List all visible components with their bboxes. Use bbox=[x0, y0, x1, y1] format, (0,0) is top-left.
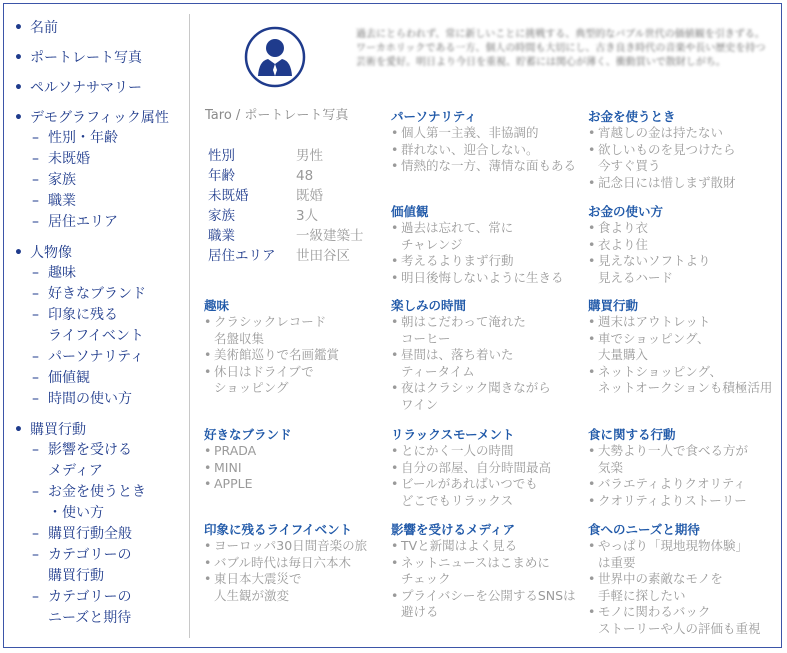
outline-subsection: – 性別・年齢 bbox=[30, 128, 186, 149]
demographics-table bbox=[208, 146, 364, 266]
section-item: • 朝はこだわって淹れた コーヒー bbox=[391, 314, 581, 347]
demographic-value: 48 bbox=[296, 168, 314, 184]
section-spending-time bbox=[588, 108, 778, 191]
section-item: • 夜はクラシック聞きながら ワイン bbox=[391, 380, 581, 413]
section-title: 趣味 bbox=[204, 298, 230, 313]
section-title: 好きなブランド bbox=[204, 427, 292, 442]
outline-subsection: – カテゴリーの ニーズと期待 bbox=[30, 587, 186, 629]
section-item: • 群れない、迎合しない。 bbox=[391, 142, 581, 159]
demographic-value: 既婚 bbox=[296, 188, 323, 204]
section-food-needs bbox=[588, 521, 778, 637]
section-item: • 情熱的な一方、薄情な面もある bbox=[391, 158, 581, 175]
section-item: • やっぱり「現地現物体験」 は重要 bbox=[588, 538, 778, 571]
section-item: • 休日はドライブで ショッピング bbox=[204, 364, 394, 397]
demographic-row bbox=[208, 206, 364, 226]
section-item: • APPLE bbox=[204, 476, 394, 493]
section-life-events bbox=[204, 521, 394, 604]
section-spending-style bbox=[588, 203, 778, 286]
section-title: 影響を受けるメディア bbox=[391, 522, 516, 537]
demographic-key: 居住エリア bbox=[208, 248, 276, 264]
section-item: • クオリティよりストーリー bbox=[588, 493, 778, 510]
outline-section bbox=[14, 420, 186, 629]
outline-subsection: – 時間の使い方 bbox=[30, 389, 186, 410]
section-item: • 考えるよりまず行動 bbox=[391, 253, 581, 270]
outline-subsection-list bbox=[30, 440, 186, 629]
demographic-row bbox=[208, 166, 364, 186]
section-values bbox=[391, 203, 581, 286]
section-item: • 世界中の素敵なモノを 手軽に探したい bbox=[588, 571, 778, 604]
section-item: • MINI bbox=[204, 460, 394, 477]
portrait-caption: Taro / ポートレート写真 bbox=[205, 108, 349, 123]
section-item: • 大勢より一人で食べる方が 気楽 bbox=[588, 443, 778, 476]
outline-section-label: ポートレート写真 bbox=[30, 50, 142, 66]
section-title: 食に関する行動 bbox=[588, 427, 676, 442]
outline-subsection: – 印象に残る ライフイベント bbox=[30, 305, 186, 347]
section-item: • 週末はアウトレット bbox=[588, 314, 778, 331]
section-item: • 昼間は、落ち着いた ティータイム bbox=[391, 347, 581, 380]
section-title: パーソナリティ bbox=[391, 109, 477, 124]
section-title: お金の使い方 bbox=[588, 204, 664, 219]
section-title: 楽しみの時間 bbox=[391, 298, 467, 313]
section-item: • 東日本大震災で 人生観が激変 bbox=[204, 571, 394, 604]
outline-section-label: ペルソナサマリー bbox=[30, 80, 142, 96]
section-item: • モノに関わるバック ストーリーや人の評価も重視 bbox=[588, 604, 778, 637]
demographic-row bbox=[208, 226, 364, 246]
demographic-value: 男性 bbox=[296, 148, 323, 164]
outline-subsection: – 職業 bbox=[30, 191, 186, 212]
section-item: • とにかく一人の時間 bbox=[391, 443, 581, 460]
section-leisure bbox=[391, 297, 581, 413]
section-item: • クラシックレコード 名盤収集 bbox=[204, 314, 394, 347]
section-purchase bbox=[588, 297, 778, 397]
section-item: • 宵越しの金は持たない bbox=[588, 125, 778, 142]
section-item: • 見えないソフトより 見えるハード bbox=[588, 253, 778, 286]
outline-subsection: – カテゴリーの 購買行動 bbox=[30, 545, 186, 587]
outline-subsection: – 家族 bbox=[30, 170, 186, 191]
section-item: • ヨーロッパ30日間音楽の旅 bbox=[204, 538, 394, 555]
outline-section bbox=[14, 78, 186, 98]
outline-subsection: – 影響を受ける メディア bbox=[30, 440, 186, 482]
outline-subsection: – お金を使うとき ・使い方 bbox=[30, 482, 186, 524]
section-title: 印象に残るライフイベント bbox=[204, 522, 353, 537]
section-item: • 欲しいものを見つけたら 今すぐ買う bbox=[588, 142, 778, 175]
section-item: • 個人第一主義、非協調的 bbox=[391, 125, 581, 142]
section-food-behavior bbox=[588, 426, 778, 509]
demographic-value: 3人 bbox=[296, 208, 319, 224]
demographic-key: 家族 bbox=[208, 208, 235, 224]
section-title: 食へのニーズと期待 bbox=[588, 522, 700, 537]
outline-subsection: – 好きなブランド bbox=[30, 284, 186, 305]
outline-section-label: 購買行動 bbox=[30, 422, 86, 438]
outline-subsection: – 価値観 bbox=[30, 368, 186, 389]
outline-subsection-list bbox=[30, 128, 186, 233]
column-divider bbox=[189, 14, 190, 638]
section-item: • 記念日には惜しまず散財 bbox=[588, 175, 778, 192]
demographic-key: 性別 bbox=[208, 148, 235, 164]
demographic-key: 職業 bbox=[208, 228, 235, 244]
section-item: • バラエティよりクオリティ bbox=[588, 476, 778, 493]
section-item: • ネットショッピング、 ネットオークションも積極活用 bbox=[588, 364, 778, 397]
outline-subsection: – 未既婚 bbox=[30, 149, 186, 170]
outline-subsection: – 購買行動全般 bbox=[30, 524, 186, 545]
outline-section bbox=[14, 108, 186, 233]
demographic-key: 未既婚 bbox=[208, 188, 249, 204]
section-item: • 明日後悔しないように生きる bbox=[391, 270, 581, 287]
section-title: 購買行動 bbox=[588, 298, 639, 313]
demographic-row bbox=[208, 146, 364, 166]
section-item: • 美術館巡りで名画鑑賞 bbox=[204, 347, 394, 364]
demographic-key: 年齢 bbox=[208, 168, 235, 184]
section-item: • 車でショッピング、 大量購入 bbox=[588, 331, 778, 364]
outline-subsection-list bbox=[30, 263, 186, 410]
outline-subsection: – 居住エリア bbox=[30, 212, 186, 233]
outline-section bbox=[14, 48, 186, 68]
demographic-row bbox=[208, 186, 364, 206]
section-media bbox=[391, 521, 581, 621]
section-item: • 自分の部屋、自分時間最高 bbox=[391, 460, 581, 477]
outline-section bbox=[14, 18, 186, 38]
demographic-value: 一級建築士 bbox=[296, 228, 364, 244]
outline-section-label: 名前 bbox=[30, 20, 58, 36]
section-title: リラックスモーメント bbox=[391, 427, 515, 442]
section-item: • 衣より住 bbox=[588, 237, 778, 254]
section-item: • TVと新聞はよく見る bbox=[391, 538, 581, 555]
section-hobby bbox=[204, 297, 394, 397]
section-item: • プライバシーを公開するSNSは 避ける bbox=[391, 588, 581, 621]
person-icon bbox=[244, 26, 306, 88]
section-title: 価値観 bbox=[391, 204, 429, 219]
section-item: • ネットニュースはこまめに チェック bbox=[391, 555, 581, 588]
section-item: • 食より衣 bbox=[588, 220, 778, 237]
section-item: • PRADA bbox=[204, 443, 394, 460]
section-item: • バブル時代は毎日六本木 bbox=[204, 555, 394, 572]
persona-summary: 過去にとらわれず、常に新しいことに挑戦する、典型的なバブル世代の価値観を引きずる。ワーカホリックである一方、個人の時間も大切にし、古き良き時代の音楽や長い歴史を持つ芸術を愛好。明日より今日を重視、貯蓄には関心が薄く、衝動買いで散財しがち。 bbox=[356, 29, 766, 68]
demographic-row bbox=[208, 246, 364, 266]
section-item: • ビールがあればいつでも どこでもリラックス bbox=[391, 476, 581, 509]
section-relax bbox=[391, 426, 581, 509]
outline-section bbox=[14, 243, 186, 410]
section-personality bbox=[391, 108, 581, 175]
outline-subsection: – パーソナリティ bbox=[30, 347, 186, 368]
section-brands bbox=[204, 426, 394, 493]
outline-section-label: 人物像 bbox=[30, 245, 72, 261]
demographic-value: 世田谷区 bbox=[296, 248, 350, 264]
persona-outline bbox=[14, 18, 186, 639]
section-item: • 過去は忘れて、常に チャレンジ bbox=[391, 220, 581, 253]
section-title: お金を使うとき bbox=[588, 109, 676, 124]
outline-subsection: – 趣味 bbox=[30, 263, 186, 284]
outline-section-label: デモグラフィック属性 bbox=[30, 110, 169, 126]
